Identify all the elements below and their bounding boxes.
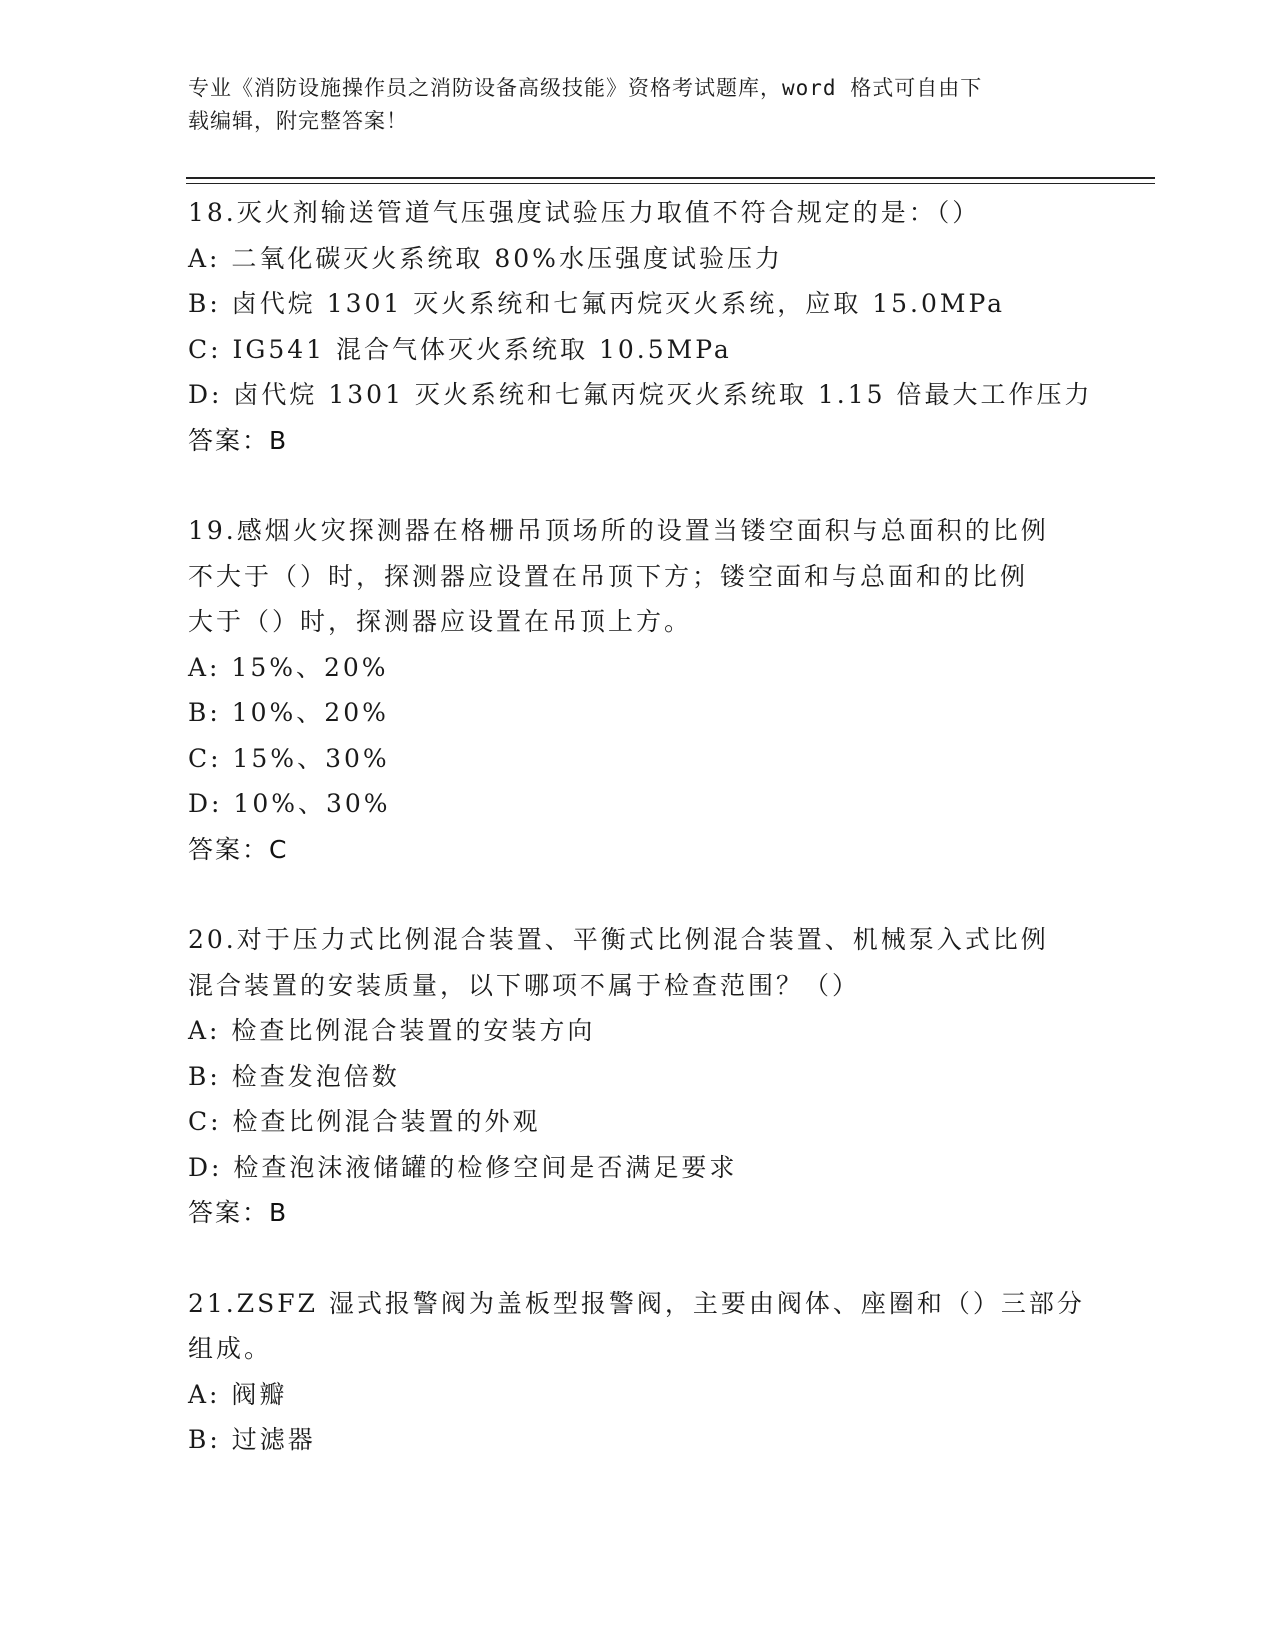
answer: 答案：C: [188, 834, 289, 864]
header-divider-thin: [186, 183, 1155, 184]
option-b: B: 卤代烷 1301 灭火系统和七氟丙烷灭火系统，应取 15.0MPa: [188, 289, 1006, 318]
question-text: 19.感烟火灾探测器在格栅吊顶场所的设置当镂空面积与总面积的比例: [188, 516, 1049, 545]
header-line-2: 载编辑，附完整答案！: [188, 109, 408, 133]
option-a: A: 检查比例混合装置的安装方向: [188, 1016, 596, 1045]
header-line-1: 专业《消防设施操作员之消防设备高级技能》资格考试题库，word 格式可自由下: [188, 76, 983, 100]
question-19: [188, 508, 1088, 872]
option-d: D: 卤代烷 1301 灭火系统和七氟丙烷灭火系统取 1.15 倍最大工作压力: [188, 380, 1093, 409]
question-21: [188, 1281, 1088, 1463]
option-b: B: 检查发泡倍数: [188, 1061, 400, 1091]
question-text: 混合装置的安装质量，以下哪项不属于检查范围？（）: [188, 970, 861, 1000]
question-text: 不大于（）时，探测器应设置在吊顶下方；镂空面和与总面和的比例: [188, 561, 1029, 591]
option-c: C: IG541 混合气体灭火系统取 10.5MPa: [188, 334, 732, 364]
document-header: [188, 72, 1068, 138]
question-text: 20.对于压力式比例混合装置、平衡式比例混合装置、机械泵入式比例: [188, 925, 1049, 954]
question-20: [188, 917, 1088, 1236]
option-c: C: 15%、30%: [188, 743, 390, 773]
option-c: C: 检查比例混合装置的外观: [188, 1107, 541, 1136]
option-d: D: 检查泡沫液储罐的检修空间是否满足要求: [188, 1152, 738, 1182]
option-a: A: 阀瓣: [188, 1379, 288, 1409]
answer: 答案：B: [188, 425, 289, 455]
question-list: [188, 190, 1093, 1463]
question-18: [188, 190, 1093, 463]
question-text: 21.ZSFZ 湿式报警阀为盖板型报警阀，主要由阀体、座圈和（）三部分: [188, 1288, 1085, 1318]
option-a: A: 15%、20%: [188, 652, 389, 682]
option-b: B: 过滤器: [188, 1425, 316, 1454]
answer: 答案：B: [188, 1198, 289, 1227]
option-d: D: 10%、30%: [188, 789, 391, 818]
option-a: A: 二氧化碳灭火系统取 80%水压强度试验压力: [188, 243, 783, 273]
option-b: B: 10%、20%: [188, 698, 389, 727]
question-text: 18.灭火剂输送管道气压强度试验压力取值不符合规定的是：（）: [188, 198, 981, 227]
question-text: 组成。: [188, 1334, 273, 1363]
question-text: 大于（）时，探测器应设置在吊顶上方。: [188, 607, 693, 636]
header-divider-thick: [186, 177, 1155, 179]
